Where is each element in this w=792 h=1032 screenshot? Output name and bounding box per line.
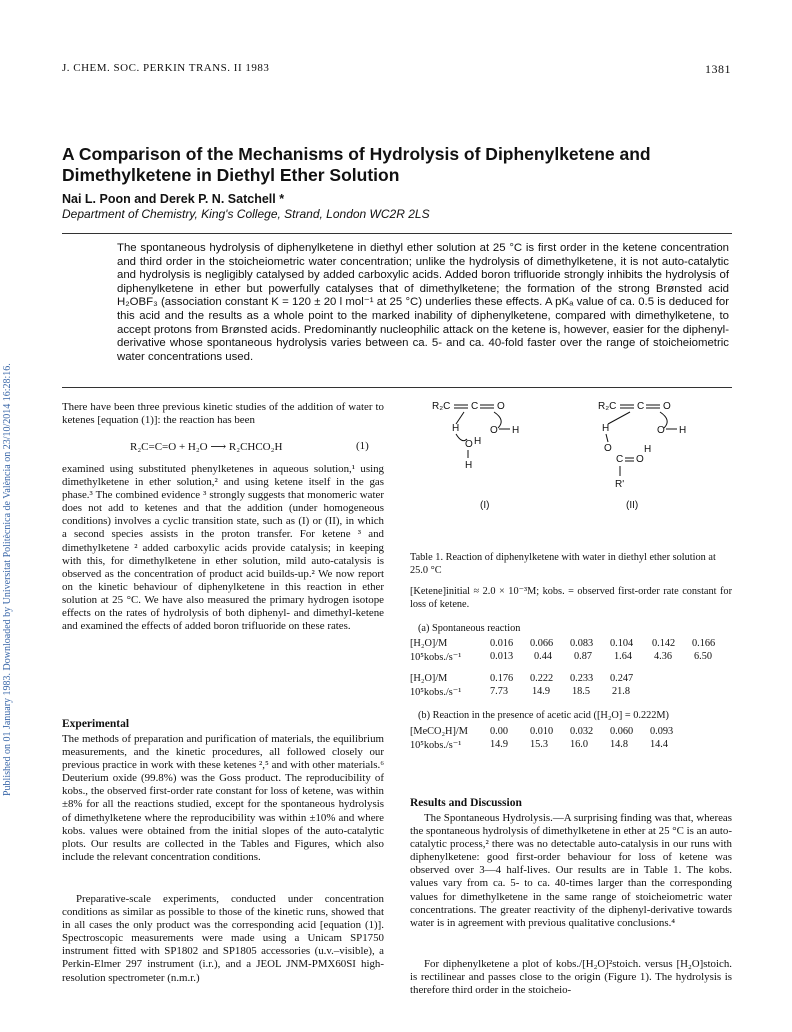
table-cell: 0.87 <box>574 651 593 662</box>
table-cell: 0.032 <box>570 726 594 737</box>
struct-ii-o4: O <box>636 454 644 465</box>
struct-ii-o3: O <box>604 443 612 454</box>
struct-i-label: (I) <box>480 500 490 511</box>
table-cell: 0.013 <box>490 651 514 662</box>
experimental-paragraph-2: Preparative-scale experiments, conducted under concentration conditions as similar as possible to those of the kinetic runs, showed that in all cases the only product was the corresponding acid [equation (1)]. Spectroscopic measurements were made using a Unicam SP1750 instrument fitted with SP1802 and SP1805 accessories (u.v.–visible), a Perkin-Elmer 297 instrument (i.r.), and a JEOL JNM-PMX60SI high-resolution spectrometer (n.m.r.) <box>62 893 384 984</box>
table-cell: 14.9 <box>490 739 509 750</box>
running-header: J. CHEM. SOC. PERKIN TRANS. II 1983 <box>62 62 270 74</box>
equation-1 <box>130 440 369 453</box>
table-cell: 0.222 <box>530 673 554 684</box>
table-row-label: [H₂O]/M <box>410 673 448 684</box>
table-1-section-b: (b) Reaction in the presence of acetic acid ([H₂O] = 0.222M) <box>418 710 669 721</box>
struct-ii-c: C <box>637 401 645 412</box>
struct-i-h3: H <box>474 436 482 447</box>
page-number: 1381 <box>705 62 731 76</box>
top-rule <box>62 233 732 234</box>
download-watermark-text: Published on 01 January 1983. Downloaded by Universitat Politècnica de València on 23/10/2014 16:28:16. <box>2 363 13 797</box>
struct-ii-o2: O <box>657 425 665 436</box>
table-row-label: [H₂O]/M <box>410 638 448 649</box>
table-cell: 0.44 <box>534 651 553 662</box>
table-cell: 0.010 <box>530 726 554 737</box>
struct-i-o2: O <box>490 425 498 436</box>
table-1-caption: Table 1. Reaction of diphenylketene with water in diethyl ether solution at 25.0 °C <box>410 552 716 576</box>
intro-paragraph-2: examined using substituted phenylketenes in aqueous solution,¹ using dimethylketene in ether solution,² and using ketene itself in the gas phase.³ The combined evidence ³ strongly suggests that monomeric water does not add to ketenes and that the addition (under homogeneous conditions) involves a cyclic transition state, such as (I) or (II), in which a second species assists in the proton transfer. For ketene ³ and dimethylketene ² added carboxylic acids provide catalysis; in keeping with this, for dimethylketene in ether solution, mild auto-catalysis is observed as the concentration of product acid builds-up.² We now report on the kinetic behaviour of diphenylketene in this reaction in ether solution at 25 °C. We have also measured the primary hydrogen isotope effects on the rates of hydrolysis of both diphenyl- and dimethyl-ketene and examined the effects of added boron trifluoride on these rates. <box>62 463 384 633</box>
table-row-label: 10⁵kobs./s⁻¹ <box>410 687 462 698</box>
table-cell: 0.233 <box>570 673 594 684</box>
equation-1-text: R₂C=C=O + H₂O ⟶ R₂CHCO₂H <box>130 441 283 453</box>
table-row-label: 10⁵kobs./s⁻¹ <box>410 740 462 751</box>
table-cell: 7.73 <box>490 686 509 697</box>
download-watermark <box>2 140 16 1020</box>
table-cell: 0.142 <box>652 638 676 649</box>
author-affiliation: Department of Chemistry, King's College, Strand, London WC2R 2LS <box>62 207 430 221</box>
table-cell: 15.3 <box>530 739 549 750</box>
abstract-rule <box>62 387 732 388</box>
experimental-paragraph-1: The methods of preparation and purification of materials, the equilibrium measurements, and the kinetic procedures, all followed closely our previous practice in work with these ketenes ²,⁵ and with other materials.⁶ Deuterium oxide (99.8%) was the Goss product. The reproducibility of kobs., the observed first-order rate constant for loss of ketene, was within ±8% for all the reactions studied, except for the spontaneous hydrolysis of dimethylketene where the reproducibility was within ±10% and where kobs. values were obtained from the initial slopes of the auto-catalytic plots. Our results are collected in the Tables and Figures, which also include the relevant concentration conditions. <box>62 733 384 863</box>
struct-ii-o: O <box>663 401 671 412</box>
results-heading: Results and Discussion <box>410 797 522 809</box>
results-paragraph-1: The Spontaneous Hydrolysis.—A surprising finding was that, whereas the spontaneous hydrolysis of dimethylketene in ether at 25 °C is an auto-catalytic process,² there was no detectable auto-catalysis in our runs with diphenylketene: good first-order behaviour for loss of ketene was observed over 3—4 half-lives. Our results are in Table 1. The kobs. values vary from ca. 5- to ca. 40-times larger than the corresponding values for dimethylketene in the same range of stoicheiometric water concentrations. The greater reactivity of the diphenyl-derivative towards water is in agreement with previous qualitative conclusions.⁴ <box>410 812 732 929</box>
table-cell: 0.016 <box>490 638 514 649</box>
table-cell: 0.060 <box>610 726 634 737</box>
table-cell: 0.166 <box>692 638 716 649</box>
table-cell: 16.0 <box>570 739 589 750</box>
struct-i-h2: H <box>512 425 520 436</box>
table-cell: 14.8 <box>610 739 629 750</box>
struct-ii-h1: H <box>602 423 610 434</box>
table-cell: 18.5 <box>572 686 591 697</box>
table-cell: 4.36 <box>654 651 673 662</box>
struct-i-h1: H <box>452 423 460 434</box>
table-cell: 21.8 <box>612 686 631 697</box>
intro-paragraph-1: There have been three previous kinetic studies of the addition of water to ketenes [equation (1)]: the reaction has been <box>62 401 384 427</box>
table-cell: 0.00 <box>490 726 509 737</box>
article-title: A Comparison of the Mechanisms of Hydrolysis of Diphenylketene and Dimethylketene in Diethyl Ether Solution <box>62 144 651 185</box>
transition-state-structures <box>410 396 732 514</box>
struct-i-c: C <box>471 401 479 412</box>
table-row <box>410 739 732 753</box>
table-row <box>410 726 732 740</box>
struct-i-o3: O <box>465 439 473 450</box>
article-authors: Nai L. Poon and Derek P. N. Satchell * <box>62 192 285 206</box>
table-cell: 0.066 <box>530 638 554 649</box>
table-row <box>410 686 732 700</box>
table-cell: 14.4 <box>650 739 669 750</box>
table-1-section-a: (a) Spontaneous reaction <box>418 623 521 634</box>
table-row <box>410 651 732 665</box>
table-row <box>410 673 732 687</box>
table-row-label: [MeCO₂H]/M <box>410 726 468 737</box>
table-cell: 0.093 <box>650 726 674 737</box>
table-row <box>410 638 732 652</box>
table-cell: 0.247 <box>610 673 634 684</box>
table-cell: 14.9 <box>532 686 551 697</box>
experimental-heading: Experimental <box>62 718 130 730</box>
equation-1-number: (1) <box>356 440 369 452</box>
results-paragraph-2: For diphenylketene a plot of kobs./[H₂O]²stoich. versus [H₂O]stoich. is rectilinear and passes close to the origin (Figure 1). The hydrolysis is therefore third order in the stoicheio- <box>410 958 732 997</box>
struct-ii-r2c: R₂C <box>598 401 617 412</box>
struct-ii-c2: C <box>616 454 624 465</box>
struct-ii-h2: H <box>679 425 687 436</box>
table-cell: 6.50 <box>694 651 713 662</box>
table-row-label: 10⁵kobs./s⁻¹ <box>410 652 462 663</box>
struct-ii-rprime: R' <box>615 479 625 490</box>
struct-ii-label: (II) <box>626 500 639 511</box>
table-cell: 0.104 <box>610 638 634 649</box>
struct-i-h4: H <box>465 460 473 471</box>
table-1-note: [Ketene]initial ≈ 2.0 × 10⁻³M; kobs. = observed first-order rate constant for loss of ketene. <box>410 586 732 610</box>
table-cell: 0.176 <box>490 673 514 684</box>
struct-ii-h3: H <box>644 444 652 455</box>
abstract: The spontaneous hydrolysis of diphenylketene in diethyl ether solution at 25 °C is first order in the ketene concentration and third order in the stoicheiometric water concentration; unlike the hydrolysis of dimethylketene, it is not auto-catalytic and hydrolysis is negligibly catalysed by added carboxylic acids. Added boron trifluoride strongly inhibits the hydrolysis of diphenylketene in ether but powerfully catalyses that of dimethylketene; the formation of the strong Brønsted acid H₂OBF₃ (association constant K = 120 ± 20 l mol⁻¹ at 25 °C) underlies these effects. A pKₐ value of ca. 0.5 is deduced for this acid and the results as a whole point to the marked inability of diphenylketene, compared with dimethylketene, to accept protons from Brønsted acids. Predominantly nucleophilic attack on the ketene is, however, easier for the diphenyl-derivative whose spontaneous hydrolysis varies between ca. 5- and ca. 40-fold faster over the range of stoicheiometric water concentrations used. <box>117 242 729 363</box>
struct-i-r2c: R₂C <box>432 401 451 412</box>
table-cell: 0.083 <box>570 638 594 649</box>
table-cell: 1.64 <box>614 651 633 662</box>
struct-i-o: O <box>497 401 505 412</box>
